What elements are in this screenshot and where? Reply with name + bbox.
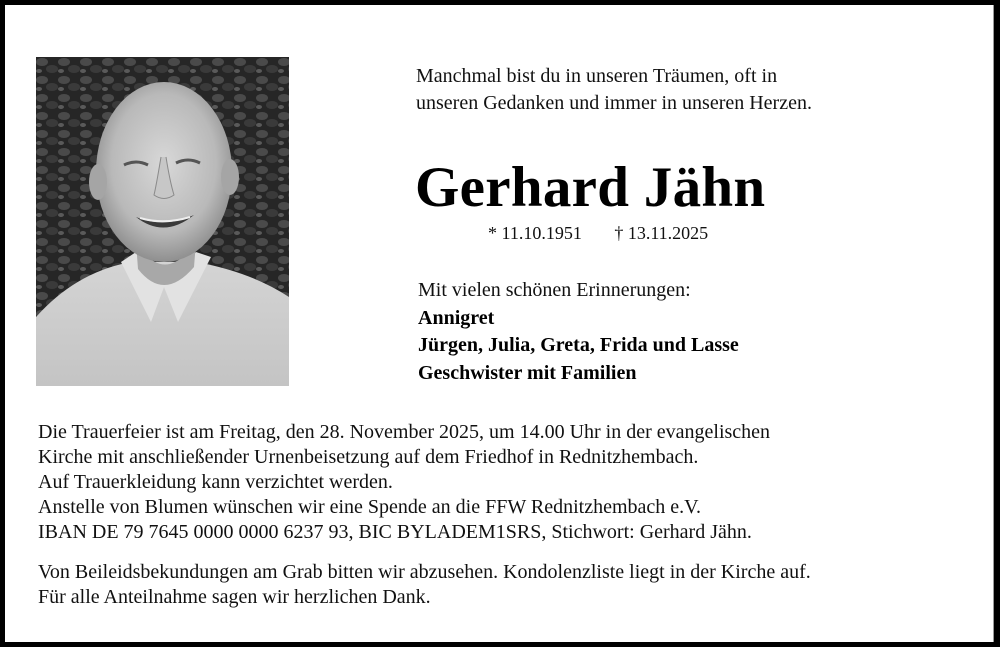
memories-intro: Mit vielen schönen Erinnerungen: xyxy=(418,279,691,301)
portrait-photo xyxy=(36,57,289,386)
mourner-line: Annigret xyxy=(418,306,495,329)
closing-note xyxy=(38,560,978,610)
death-date: † 13.11.2025 xyxy=(614,223,709,243)
closing-line: Für alle Anteilnahme sagen wir herzlichen Dank. xyxy=(38,586,431,608)
life-dates xyxy=(488,221,708,245)
funeral-info-line: Kirche mit anschließender Urnenbeisetzung auf dem Friedhof in Rednitzhembach. xyxy=(38,446,699,468)
quote-line: Manchmal bist du in unseren Träumen, oft in xyxy=(416,65,778,87)
mourner-line: Geschwister mit Familien xyxy=(418,361,637,384)
birth-date: * 11.10.1951 xyxy=(488,223,582,243)
funeral-info-line: IBAN DE 79 7645 0000 0000 6237 93, BIC BYLADEM1SRS, Stichwort: Gerhard Jähn. xyxy=(38,521,752,543)
funeral-info-line: Die Trauerfeier ist am Freitag, den 28. November 2025, um 14.00 Uhr in der evangelischen xyxy=(38,421,771,443)
mourner-line: Jürgen, Julia, Greta, Frida und Lasse xyxy=(418,334,739,356)
funeral-info-line: Auf Trauerkleidung kann verzichtet werden. xyxy=(38,471,393,493)
portrait-image xyxy=(36,57,289,386)
funeral-info xyxy=(38,420,978,545)
closing-line: Von Beileidsbekundungen am Grab bitten wir abzusehen. Kondolenzliste liegt in der Kirche auf. xyxy=(38,561,811,583)
funeral-info-line: Anstelle von Blumen wünschen wir eine Spende an die FFW Rednitzhembach e.V. xyxy=(38,496,702,518)
quote-line: unseren Gedanken und immer in unseren Herzen. xyxy=(416,92,812,114)
mourners-section xyxy=(418,277,739,387)
border-inner-line xyxy=(993,5,994,642)
deceased-name: Gerhard Jähn xyxy=(415,156,766,219)
quote-text xyxy=(416,63,936,117)
